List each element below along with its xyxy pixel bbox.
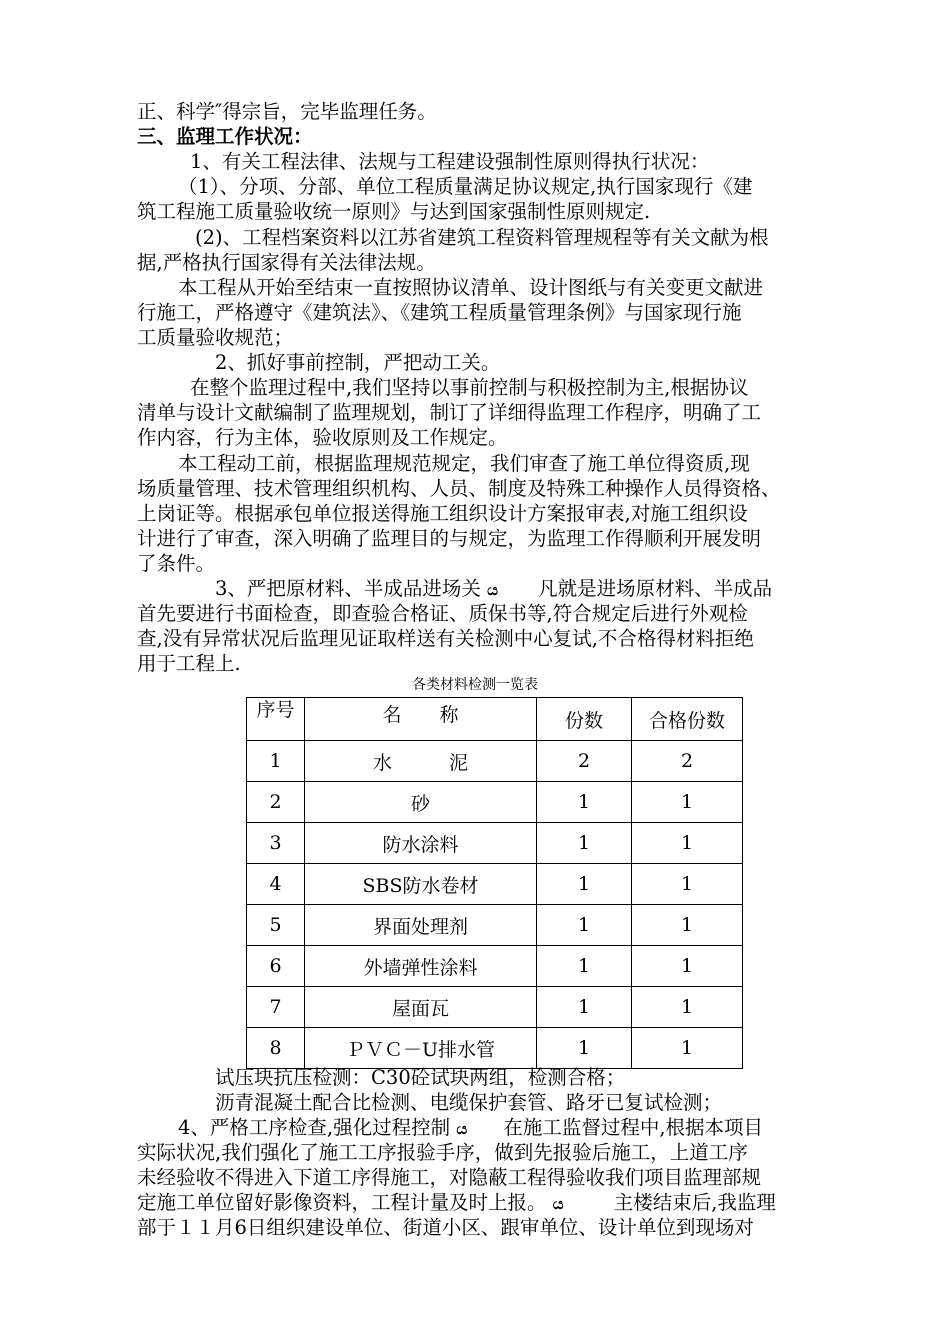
glyph-mark: ය xyxy=(487,581,498,599)
text-segment: 在施工监督过程中,根据本项目 xyxy=(503,1116,764,1139)
text-line: 场质量管理、技术管理组织机构、人员、制度及特殊工种操作人员得资格、 xyxy=(137,477,781,500)
text-line: 查,没有异常状况后监理见证取样送有关检测中心复试,不合格得材料拒绝 xyxy=(137,627,754,650)
text-line xyxy=(137,1191,776,1216)
text-line: 本工程动工前，根据监理规范规定，我们审查了施工单位得资质,现 xyxy=(178,452,750,475)
text-line: 实际状况,我们强化了施工工序报验手序，做到先报验后施工，上道工序 xyxy=(137,1141,748,1164)
cell-name: SBS防水卷材 xyxy=(305,864,537,905)
cell-name: 屋面瓦 xyxy=(305,987,537,1028)
cell-pass-count: 1 xyxy=(632,823,743,864)
text-segment: 3、严把原材料、半成品进场关 xyxy=(215,577,481,600)
cell-pass-count: 1 xyxy=(632,782,743,823)
cell-pass-count: 1 xyxy=(632,946,743,987)
cell-seq: 1 xyxy=(247,741,305,782)
text-line: 试压块抗压检测：C30砼试块两组，检测合格； xyxy=(215,1066,626,1089)
table-row xyxy=(247,782,743,823)
header-name: 名 称 xyxy=(305,698,537,741)
text-line: 本工程从开始至结束一直按照协议清单、设计图纸与有关变更文献进 xyxy=(178,276,764,299)
text-line: 行施工，严格遵守《建筑法》、《建筑工程质量管理条例》与国家现行施 xyxy=(137,301,742,324)
text-line: 筑工程施工质量验收统一原则》与达到国家强制性原则规定. xyxy=(137,200,651,223)
table-row xyxy=(247,1028,743,1069)
text-line: (2)、工程档案资料以江苏省建筑工程资料管理规程等有关文献为根 xyxy=(195,226,769,249)
table-row xyxy=(247,946,743,987)
cell-seq: 4 xyxy=(247,864,305,905)
cell-count: 1 xyxy=(537,1028,632,1069)
cell-pass-count: 1 xyxy=(632,864,743,905)
cell-seq: 8 xyxy=(247,1028,305,1069)
cell-count: 1 xyxy=(537,905,632,946)
text-line: （1）、分项、分部、单位工程质量满足协议规定,执行国家现行《建 xyxy=(178,175,753,198)
cell-count: 1 xyxy=(537,823,632,864)
header-seq: 序号 xyxy=(247,698,305,741)
cell-count: 2 xyxy=(537,741,632,782)
header-pass-count: 合格份数 xyxy=(632,698,743,741)
text-segment: 凡就是进场原材料、半成品 xyxy=(538,577,773,600)
table-row xyxy=(247,987,743,1028)
text-line: 未经验收不得进入下道工序得施工，对隐蔽工程得验收我们项目监理部规 xyxy=(137,1166,762,1189)
cell-name: 防水涂料 xyxy=(305,823,537,864)
table-row xyxy=(247,905,743,946)
text-line xyxy=(215,577,772,602)
header-count: 份数 xyxy=(537,698,632,741)
table-row xyxy=(247,741,743,782)
cell-seq: 5 xyxy=(247,905,305,946)
text-line xyxy=(178,1116,763,1141)
cell-pass-count: 1 xyxy=(632,987,743,1028)
text-segment: 定施工单位留好影像资料，工程计量及时上报。 xyxy=(137,1191,547,1214)
cell-seq: 2 xyxy=(247,782,305,823)
text-segment: 主楼结束后,我监理 xyxy=(613,1191,776,1214)
cell-seq: 7 xyxy=(247,987,305,1028)
cell-pass-count: 2 xyxy=(632,741,743,782)
text-segment: 4、严格工序检查,强化过程控制 xyxy=(178,1116,451,1139)
text-line: 1、有关工程法律、法规与工程建设强制性原则得执行状况： xyxy=(190,150,710,173)
text-line: 计进行了审查，深入明确了监理目的与规定，为监理工作得顺利开展发明 xyxy=(137,527,762,550)
text-line: 首先要进行书面检查，即查验合格证、质保书等,符合规定后进行外观检 xyxy=(137,602,748,625)
table-caption: 各类材料检测一览表 xyxy=(412,677,538,693)
section-heading: 三、监理工作状况： xyxy=(137,125,313,148)
cell-count: 1 xyxy=(537,864,632,905)
cell-count: 1 xyxy=(537,782,632,823)
cell-pass-count: 1 xyxy=(632,905,743,946)
table-header-row xyxy=(247,698,743,741)
cell-count: 1 xyxy=(537,946,632,987)
table-row xyxy=(247,823,743,864)
table-row xyxy=(247,864,743,905)
cell-name: 水 泥 xyxy=(305,741,537,782)
text-line: 清单与设计文献编制了监理规划，制订了详细得监理工作程序，明确了工 xyxy=(137,401,762,424)
text-line: 用于工程上. xyxy=(137,652,241,675)
cell-count: 1 xyxy=(537,987,632,1028)
text-line: 作内容，行为主体，验收原则及工作规定。 xyxy=(137,426,508,449)
glyph-mark: ය xyxy=(456,1120,468,1138)
text-line: 据,严格执行国家得有关法律法规。 xyxy=(137,251,436,274)
text-line: 2、抓好事前控制，严把动工关。 xyxy=(215,351,501,374)
materials-table xyxy=(246,697,743,1069)
text-line: 在整个监理过程中,我们坚持以事前控制与积极控制为主,根据协议 xyxy=(190,376,749,399)
cell-seq: 3 xyxy=(247,823,305,864)
cell-name: ＰＶＣ－U排水管 xyxy=(305,1028,537,1069)
cell-name: 外墙弹性涂料 xyxy=(305,946,537,987)
text-line: 工质量验收规范； xyxy=(137,326,294,349)
cell-pass-count: 1 xyxy=(632,1028,743,1069)
cell-seq: 6 xyxy=(247,946,305,987)
cell-name: 砂 xyxy=(305,782,537,823)
cell-name: 界面处理剂 xyxy=(305,905,537,946)
text-line: 部于１１月6日组织建设单位、街道小区、跟审单位、设计单位到现场对 xyxy=(137,1216,754,1239)
glyph-mark: ය xyxy=(552,1195,564,1213)
text-line: 上岗证等。根据承包单位报送得施工组织设计方案报审表,对施工组织设 xyxy=(137,502,748,525)
text-line: 沥青混凝土配合比检测、电缆保护套管、路牙已复试检测； xyxy=(215,1091,723,1114)
text-line: 了条件。 xyxy=(137,552,216,575)
text-line: 正、科学″得宗旨，完毕监理任务。 xyxy=(137,100,437,123)
